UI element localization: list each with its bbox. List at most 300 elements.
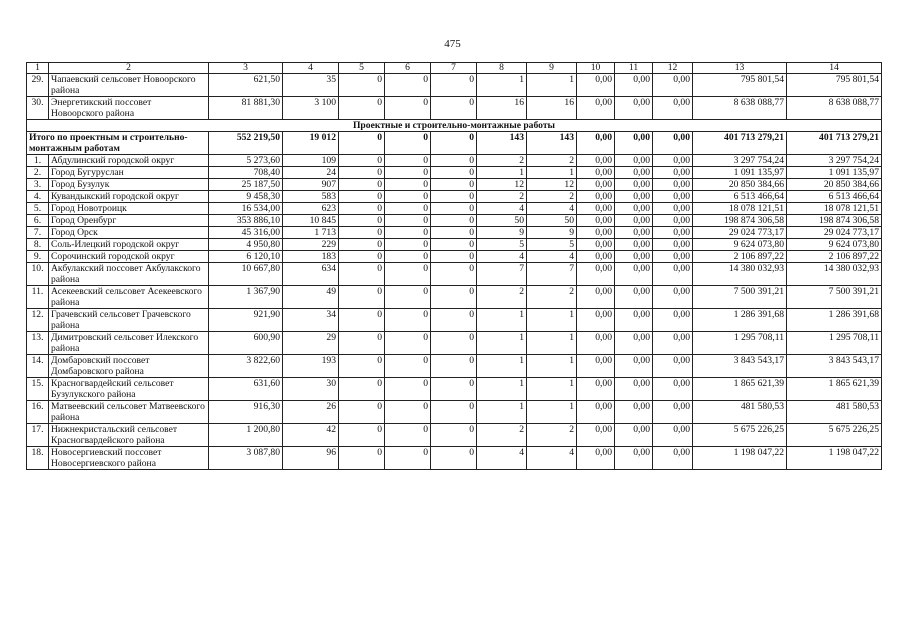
- value-cell: 0,00: [577, 97, 615, 120]
- column-header: 8: [477, 63, 527, 74]
- value-cell: 0,00: [653, 179, 693, 191]
- value-cell: 623: [283, 203, 339, 215]
- value-cell: 0: [339, 215, 385, 227]
- value-cell: 193: [283, 355, 339, 378]
- section-title: Проектные и строительно-монтажные работы: [27, 120, 882, 132]
- row-number-cell: 11.: [27, 286, 49, 309]
- value-cell: 3 843 543,17: [787, 355, 882, 378]
- value-cell: 5 273,60: [209, 155, 283, 167]
- value-cell: 16: [527, 97, 577, 120]
- value-cell: 3 100: [283, 97, 339, 120]
- value-cell: 0,00: [577, 215, 615, 227]
- value-cell: 0: [431, 155, 477, 167]
- value-cell: 45 316,00: [209, 227, 283, 239]
- value-cell: 0,00: [577, 309, 615, 332]
- value-cell: 18 078 121,51: [787, 203, 882, 215]
- table-row: [27, 179, 882, 191]
- value-cell: 0,00: [653, 203, 693, 215]
- column-header: 6: [385, 63, 431, 74]
- table-row: [27, 286, 882, 309]
- value-cell: 0,00: [653, 332, 693, 355]
- value-cell: 708,40: [209, 167, 283, 179]
- value-cell: 4 950,80: [209, 239, 283, 251]
- value-cell: 0: [339, 74, 385, 97]
- value-cell: 0,00: [653, 286, 693, 309]
- entity-name-cell: Энергетикский поссовет Новоорского района: [49, 97, 209, 120]
- value-cell: 81 881,30: [209, 97, 283, 120]
- value-cell: 0: [385, 239, 431, 251]
- value-cell: 0: [339, 191, 385, 203]
- row-number-cell: 6.: [27, 215, 49, 227]
- table-row: [27, 155, 882, 167]
- entity-name-cell: Новосергиевский поссовет Новосергиевского района: [49, 447, 209, 470]
- value-cell: 0,00: [615, 179, 653, 191]
- value-cell: 1: [477, 332, 527, 355]
- value-cell: 0,00: [577, 155, 615, 167]
- value-cell: 0,00: [615, 203, 653, 215]
- table-row: [27, 227, 882, 239]
- value-cell: 1 286 391,68: [787, 309, 882, 332]
- value-cell: 0,00: [653, 132, 693, 155]
- value-cell: 0: [431, 447, 477, 470]
- header-row: [27, 63, 882, 74]
- table-row: [27, 355, 882, 378]
- value-cell: 1 198 047,22: [787, 447, 882, 470]
- value-cell: 0,00: [577, 191, 615, 203]
- row-number-cell: 12.: [27, 309, 49, 332]
- value-cell: 0,00: [615, 263, 653, 286]
- value-cell: 0,00: [615, 447, 653, 470]
- value-cell: 0: [385, 155, 431, 167]
- value-cell: 0,00: [615, 286, 653, 309]
- value-cell: 1: [527, 309, 577, 332]
- value-cell: 2: [477, 286, 527, 309]
- value-cell: 0,00: [653, 355, 693, 378]
- value-cell: 2: [527, 424, 577, 447]
- row-number-cell: 30.: [27, 97, 49, 120]
- value-cell: 25 187,50: [209, 179, 283, 191]
- value-cell: 0,00: [615, 215, 653, 227]
- value-cell: 631,60: [209, 378, 283, 401]
- entity-name-cell: Кувандыкский городской округ: [49, 191, 209, 203]
- value-cell: 1: [527, 74, 577, 97]
- value-cell: 0: [339, 401, 385, 424]
- value-cell: 0,00: [615, 309, 653, 332]
- value-cell: 6 120,10: [209, 251, 283, 263]
- value-cell: 0,00: [615, 332, 653, 355]
- value-cell: 0: [431, 97, 477, 120]
- entity-name-cell: Домбаровский поссовет Домбаровского района: [49, 355, 209, 378]
- value-cell: 1 091 135,97: [693, 167, 787, 179]
- value-cell: 1: [527, 332, 577, 355]
- value-cell: 0,00: [577, 74, 615, 97]
- value-cell: 0,00: [653, 424, 693, 447]
- row-number-cell: 15.: [27, 378, 49, 401]
- value-cell: 2: [527, 155, 577, 167]
- value-cell: 0: [385, 332, 431, 355]
- value-cell: 12: [527, 179, 577, 191]
- entity-name-cell: Итого по проектным и строительно-монтажным работам: [27, 132, 209, 155]
- value-cell: 0,00: [615, 355, 653, 378]
- column-header: 7: [431, 63, 477, 74]
- value-cell: 0: [385, 447, 431, 470]
- row-number-cell: 10.: [27, 263, 49, 286]
- value-cell: 0,00: [653, 155, 693, 167]
- value-cell: 0,00: [615, 97, 653, 120]
- table-row: [27, 309, 882, 332]
- value-cell: 0: [385, 286, 431, 309]
- value-cell: 7: [477, 263, 527, 286]
- value-cell: 0: [385, 263, 431, 286]
- row-number-cell: 9.: [27, 251, 49, 263]
- value-cell: 0,00: [653, 74, 693, 97]
- value-cell: 0: [431, 203, 477, 215]
- value-cell: 0,00: [615, 132, 653, 155]
- row-number-cell: 14.: [27, 355, 49, 378]
- value-cell: 0: [339, 286, 385, 309]
- value-cell: 0,00: [615, 74, 653, 97]
- value-cell: 143: [527, 132, 577, 155]
- value-cell: 0,00: [577, 251, 615, 263]
- value-cell: 1: [527, 378, 577, 401]
- value-cell: 0: [385, 167, 431, 179]
- value-cell: 0: [339, 167, 385, 179]
- value-cell: 0: [385, 251, 431, 263]
- table-row: [27, 191, 882, 203]
- value-cell: 0,00: [615, 167, 653, 179]
- value-cell: 10 667,80: [209, 263, 283, 286]
- budget-table: [26, 62, 882, 470]
- value-cell: 9: [477, 227, 527, 239]
- value-cell: 0: [339, 447, 385, 470]
- value-cell: 583: [283, 191, 339, 203]
- value-cell: 4: [527, 203, 577, 215]
- value-cell: 29: [283, 332, 339, 355]
- value-cell: 0: [339, 355, 385, 378]
- value-cell: 0: [385, 355, 431, 378]
- table-row: [27, 74, 882, 97]
- table-row: [27, 97, 882, 120]
- value-cell: 7 500 391,21: [693, 286, 787, 309]
- value-cell: 552 219,50: [209, 132, 283, 155]
- value-cell: 0,00: [615, 424, 653, 447]
- value-cell: 10 845: [283, 215, 339, 227]
- value-cell: 0,00: [577, 263, 615, 286]
- value-cell: 183: [283, 251, 339, 263]
- value-cell: 1: [477, 309, 527, 332]
- entity-name-cell: Абдулинский городской округ: [49, 155, 209, 167]
- value-cell: 1 295 708,11: [693, 332, 787, 355]
- value-cell: 1: [477, 167, 527, 179]
- table-row: [27, 401, 882, 424]
- value-cell: 0: [431, 239, 477, 251]
- value-cell: 3 087,80: [209, 447, 283, 470]
- table-row: [27, 215, 882, 227]
- value-cell: 0: [385, 179, 431, 191]
- value-cell: 0,00: [653, 263, 693, 286]
- column-header: 13: [693, 63, 787, 74]
- entity-name-cell: Асекеевский сельсовет Асекеевского района: [49, 286, 209, 309]
- value-cell: 0: [431, 251, 477, 263]
- value-cell: 481 580,53: [693, 401, 787, 424]
- value-cell: 1 198 047,22: [693, 447, 787, 470]
- value-cell: 1: [477, 355, 527, 378]
- table-row: [27, 378, 882, 401]
- value-cell: 2: [477, 155, 527, 167]
- value-cell: 0,00: [653, 401, 693, 424]
- value-cell: 2: [527, 191, 577, 203]
- value-cell: 1: [527, 167, 577, 179]
- value-cell: 9 624 073,80: [693, 239, 787, 251]
- value-cell: 0: [385, 309, 431, 332]
- value-cell: 9 624 073,80: [787, 239, 882, 251]
- value-cell: 0: [339, 155, 385, 167]
- row-number-cell: 2.: [27, 167, 49, 179]
- column-header: 4: [283, 63, 339, 74]
- value-cell: 0: [431, 191, 477, 203]
- entity-name-cell: Грачевский сельсовет Грачевского района: [49, 309, 209, 332]
- value-cell: 3 843 543,17: [693, 355, 787, 378]
- entity-name-cell: Димитровский сельсовет Илекского района: [49, 332, 209, 355]
- value-cell: 0: [431, 74, 477, 97]
- value-cell: 2: [477, 191, 527, 203]
- value-cell: 0,00: [653, 215, 693, 227]
- value-cell: 34: [283, 309, 339, 332]
- value-cell: 3 822,60: [209, 355, 283, 378]
- value-cell: 2 106 897,22: [787, 251, 882, 263]
- row-number-cell: 5.: [27, 203, 49, 215]
- value-cell: 0,00: [577, 378, 615, 401]
- table-row: [27, 447, 882, 470]
- column-header: 11: [615, 63, 653, 74]
- row-number-cell: 7.: [27, 227, 49, 239]
- entity-name-cell: Соль-Илецкий городской округ: [49, 239, 209, 251]
- value-cell: 1 865 621,39: [787, 378, 882, 401]
- value-cell: 0: [385, 227, 431, 239]
- row-number-cell: 16.: [27, 401, 49, 424]
- value-cell: 0: [339, 332, 385, 355]
- value-cell: 0: [385, 191, 431, 203]
- value-cell: 0: [385, 215, 431, 227]
- table-row: [27, 332, 882, 355]
- column-header: 14: [787, 63, 882, 74]
- value-cell: 0: [431, 132, 477, 155]
- value-cell: 0: [431, 179, 477, 191]
- value-cell: 0,00: [653, 251, 693, 263]
- column-header: 9: [527, 63, 577, 74]
- value-cell: 4: [527, 251, 577, 263]
- value-cell: 8 638 088,77: [787, 97, 882, 120]
- entity-name-cell: Акбулакский поссовет Акбулакского района: [49, 263, 209, 286]
- value-cell: 50: [477, 215, 527, 227]
- value-cell: 0,00: [615, 251, 653, 263]
- value-cell: 14 380 032,93: [693, 263, 787, 286]
- value-cell: 0,00: [577, 167, 615, 179]
- row-number-cell: 3.: [27, 179, 49, 191]
- column-header: 2: [49, 63, 209, 74]
- value-cell: 0: [339, 132, 385, 155]
- value-cell: 916,30: [209, 401, 283, 424]
- value-cell: 4: [477, 447, 527, 470]
- value-cell: 0: [339, 227, 385, 239]
- value-cell: 0: [339, 309, 385, 332]
- value-cell: 0,00: [615, 239, 653, 251]
- table-row: [27, 424, 882, 447]
- value-cell: 19 012: [283, 132, 339, 155]
- value-cell: 0: [431, 332, 477, 355]
- value-cell: 0,00: [577, 447, 615, 470]
- value-cell: 0: [431, 378, 477, 401]
- value-cell: 20 850 384,66: [787, 179, 882, 191]
- value-cell: 26: [283, 401, 339, 424]
- value-cell: 0,00: [577, 401, 615, 424]
- column-header: 10: [577, 63, 615, 74]
- value-cell: 5: [527, 239, 577, 251]
- value-cell: 1: [527, 401, 577, 424]
- value-cell: 0,00: [653, 97, 693, 120]
- page-number: 475: [444, 38, 461, 50]
- value-cell: 481 580,53: [787, 401, 882, 424]
- value-cell: 7: [527, 263, 577, 286]
- value-cell: 0: [339, 263, 385, 286]
- value-cell: 0: [385, 203, 431, 215]
- value-cell: 907: [283, 179, 339, 191]
- value-cell: 198 874 306,58: [693, 215, 787, 227]
- value-cell: 0,00: [615, 378, 653, 401]
- value-cell: 9: [527, 227, 577, 239]
- value-cell: 0: [385, 424, 431, 447]
- value-cell: 0: [385, 401, 431, 424]
- value-cell: 0: [431, 263, 477, 286]
- value-cell: 0,00: [615, 227, 653, 239]
- value-cell: 0: [339, 424, 385, 447]
- value-cell: 143: [477, 132, 527, 155]
- value-cell: 634: [283, 263, 339, 286]
- entity-name-cell: Город Орск: [49, 227, 209, 239]
- value-cell: 0: [431, 286, 477, 309]
- entity-name-cell: Красногвардейский сельсовет Бузулукского района: [49, 378, 209, 401]
- value-cell: 1 713: [283, 227, 339, 239]
- row-number-cell: 29.: [27, 74, 49, 97]
- value-cell: 0: [339, 203, 385, 215]
- value-cell: 6 513 466,64: [693, 191, 787, 203]
- table-row: [27, 203, 882, 215]
- value-cell: 20 850 384,66: [693, 179, 787, 191]
- value-cell: 16: [477, 97, 527, 120]
- row-number-cell: 17.: [27, 424, 49, 447]
- value-cell: 0,00: [653, 309, 693, 332]
- value-cell: 0: [431, 227, 477, 239]
- column-header: 1: [27, 63, 49, 74]
- value-cell: 0: [339, 251, 385, 263]
- entity-name-cell: Матвеевский сельсовет Матвеевского района: [49, 401, 209, 424]
- value-cell: 401 713 279,21: [787, 132, 882, 155]
- entity-name-cell: Город Новотроицк: [49, 203, 209, 215]
- value-cell: 0,00: [653, 239, 693, 251]
- value-cell: 0: [339, 378, 385, 401]
- column-header: 3: [209, 63, 283, 74]
- value-cell: 0,00: [653, 227, 693, 239]
- value-cell: 229: [283, 239, 339, 251]
- row-number-cell: 1.: [27, 155, 49, 167]
- value-cell: 0: [431, 309, 477, 332]
- value-cell: 1 367,90: [209, 286, 283, 309]
- value-cell: 8 638 088,77: [693, 97, 787, 120]
- value-cell: 29 024 773,17: [787, 227, 882, 239]
- value-cell: 0,00: [615, 191, 653, 203]
- row-number-cell: 8.: [27, 239, 49, 251]
- value-cell: 0: [431, 167, 477, 179]
- value-cell: 600,90: [209, 332, 283, 355]
- value-cell: 3 297 754,24: [693, 155, 787, 167]
- value-cell: 0,00: [577, 203, 615, 215]
- value-cell: 14 380 032,93: [787, 263, 882, 286]
- value-cell: 35: [283, 74, 339, 97]
- table-row: [27, 251, 882, 263]
- value-cell: 6 513 466,64: [787, 191, 882, 203]
- value-cell: 795 801,54: [693, 74, 787, 97]
- row-number-cell: 13.: [27, 332, 49, 355]
- row-number-cell: 4.: [27, 191, 49, 203]
- value-cell: 1 091 135,97: [787, 167, 882, 179]
- table-row: [27, 239, 882, 251]
- entity-name-cell: Город Бузулук: [49, 179, 209, 191]
- value-cell: 1: [527, 355, 577, 378]
- value-cell: 0,00: [577, 227, 615, 239]
- value-cell: 3 297 754,24: [787, 155, 882, 167]
- entity-name-cell: Сорочинский городской округ: [49, 251, 209, 263]
- value-cell: 0: [431, 401, 477, 424]
- value-cell: 49: [283, 286, 339, 309]
- value-cell: 0: [385, 74, 431, 97]
- table-row: [27, 167, 882, 179]
- entity-name-cell: Город Оренбург: [49, 215, 209, 227]
- value-cell: 0,00: [653, 191, 693, 203]
- value-cell: 0: [431, 215, 477, 227]
- value-cell: 18 078 121,51: [693, 203, 787, 215]
- row-number-cell: 18.: [27, 447, 49, 470]
- value-cell: 7 500 391,21: [787, 286, 882, 309]
- value-cell: 0: [339, 97, 385, 120]
- value-cell: 2: [477, 424, 527, 447]
- value-cell: 0: [431, 424, 477, 447]
- value-cell: 0,00: [577, 179, 615, 191]
- value-cell: 0,00: [653, 378, 693, 401]
- entity-name-cell: Нижнекристальский сельсовет Красногвардейского района: [49, 424, 209, 447]
- value-cell: 0,00: [653, 167, 693, 179]
- value-cell: 2 106 897,22: [693, 251, 787, 263]
- entity-name-cell: Город Бугуруслан: [49, 167, 209, 179]
- value-cell: 0,00: [577, 239, 615, 251]
- value-cell: 5 675 226,25: [693, 424, 787, 447]
- value-cell: 42: [283, 424, 339, 447]
- value-cell: 0: [385, 97, 431, 120]
- value-cell: 1 286 391,68: [693, 309, 787, 332]
- value-cell: 0,00: [615, 155, 653, 167]
- value-cell: 0,00: [653, 447, 693, 470]
- value-cell: 1 865 621,39: [693, 378, 787, 401]
- value-cell: 4: [527, 447, 577, 470]
- value-cell: 4: [477, 251, 527, 263]
- value-cell: 29 024 773,17: [693, 227, 787, 239]
- value-cell: 24: [283, 167, 339, 179]
- value-cell: 198 874 306,58: [787, 215, 882, 227]
- value-cell: 1: [477, 74, 527, 97]
- value-cell: 96: [283, 447, 339, 470]
- total-row: [27, 132, 882, 155]
- value-cell: 5: [477, 239, 527, 251]
- value-cell: 2: [527, 286, 577, 309]
